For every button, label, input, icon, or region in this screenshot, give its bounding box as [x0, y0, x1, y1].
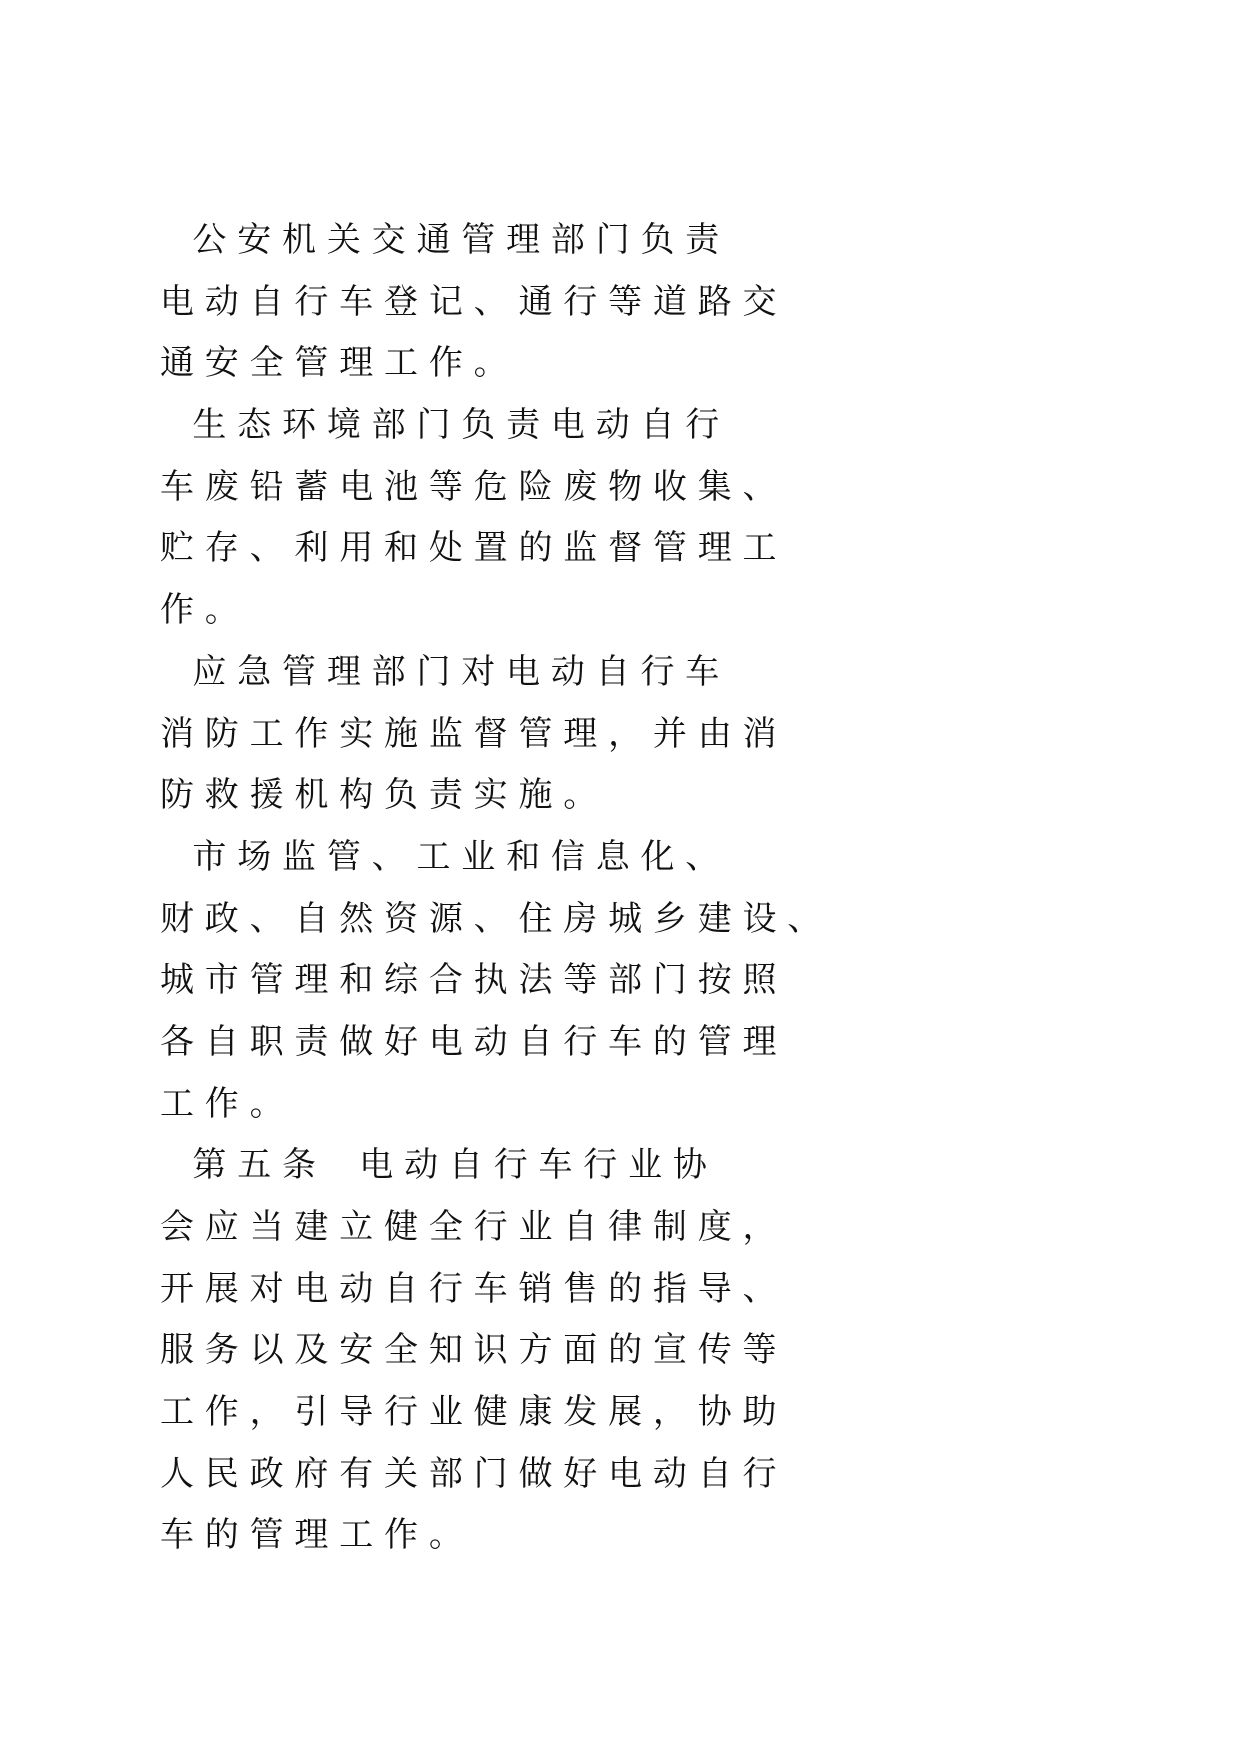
text-line: 开 展 对 电 动 自 行 车 销 售 的 指 导 、: [160, 1268, 777, 1309]
text-line: 第 五 条 电 动 自 行 车 行 业 协: [160, 1145, 707, 1186]
text-line: 市 场 监 管 、 工 业 和 信 息 化 、: [160, 836, 720, 877]
text-line: 城 市 管 理 和 综 合 执 法 等 部 门 按 照: [160, 960, 777, 1001]
document-body: [160, 210, 1160, 1567]
text-line: 财 政 、 自 然 资 源 、 住 房 城 乡 建 设 、: [160, 898, 822, 939]
text-line: 人 民 政 府 有 关 部 门 做 好 电 动 自 行: [160, 1453, 777, 1494]
text-line: 生 态 环 境 部 门 负 责 电 动 自 行: [160, 405, 720, 446]
text-line: 通 安 全 管 理 工 作 。: [160, 343, 508, 384]
text-line: 车 的 管 理 工 作 。: [160, 1515, 463, 1556]
text-line: 贮 存 、 利 用 和 处 置 的 监 督 管 理 工: [160, 528, 777, 569]
text-line: 作 。: [160, 590, 239, 631]
text-line: 车 废 铅 蓄 电 池 等 危 险 废 物 收 集 、: [160, 466, 777, 507]
text-line: 消 防 工 作 实 施 监 督 管 理 ， 并 由 消: [160, 713, 777, 754]
text-line: 服 务 以 及 安 全 知 识 方 面 的 宣 传 等: [160, 1330, 777, 1371]
text-line: 防 救 援 机 构 负 责 实 施 。: [160, 775, 598, 816]
text-line: 电 动 自 行 车 登 记 、 通 行 等 道 路 交: [160, 281, 777, 322]
text-line: 公 安 机 关 交 通 管 理 部 门 负 责: [160, 220, 720, 260]
text-line: 工 作 ， 引 导 行 业 健 康 发 展 ， 协 助: [160, 1392, 777, 1433]
text-line: 会 应 当 建 立 健 全 行 业 自 律 制 度 ，: [160, 1207, 777, 1247]
text-line: 应 急 管 理 部 门 对 电 动 自 行 车: [160, 651, 720, 692]
text-line: 工 作 。: [160, 1083, 284, 1124]
text-line: 各 自 职 责 做 好 电 动 自 行 车 的 管 理: [160, 1021, 777, 1062]
